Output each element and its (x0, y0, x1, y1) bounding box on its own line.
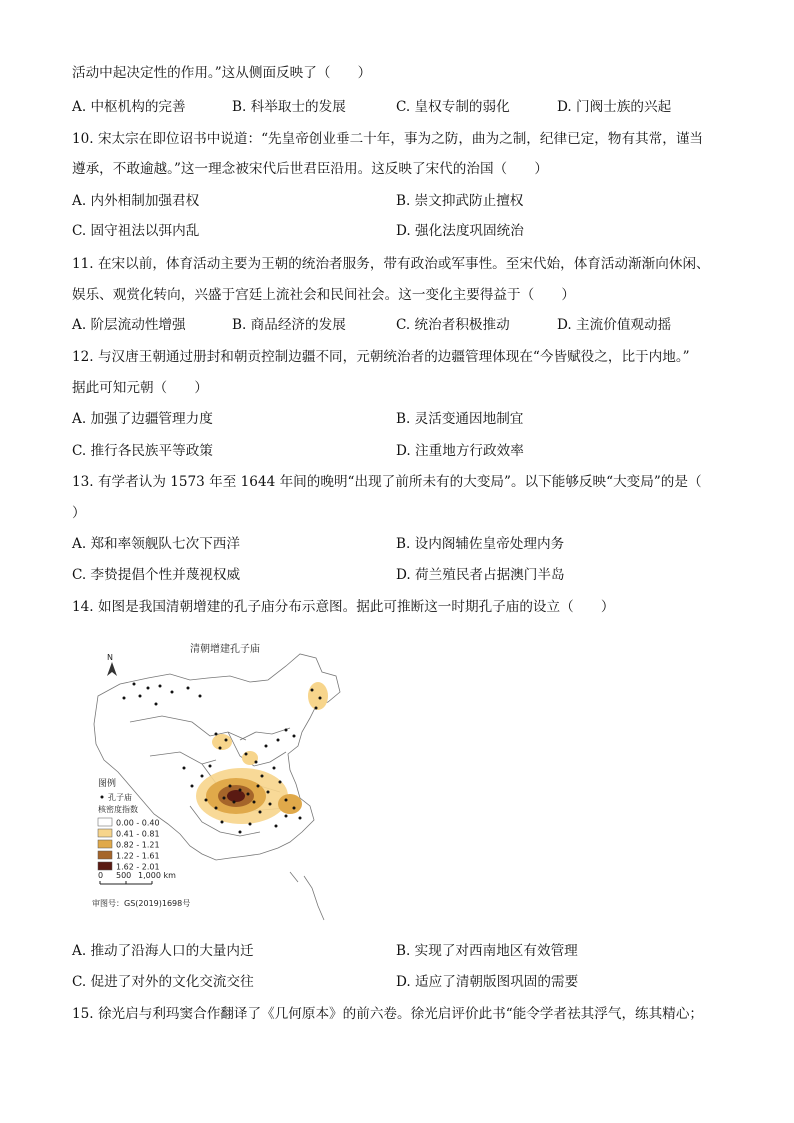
q13-option-b: B. 设内阁辅佐皇帝处理内务 (396, 536, 565, 552)
scale-label-500: 500 (116, 871, 132, 880)
q11-option-d: D. 主流价值观动摇 (557, 317, 672, 333)
q13-option-d: D. 荷兰殖民者占据澳门半岛 (396, 567, 565, 583)
q12-stem-line2: 据此可知元朝（ ） (72, 380, 208, 396)
q14-stem: 14. 如图是我国清朝增建的孔子庙分布示意图。据此可推断这一时期孔子庙的设立（ ） (72, 599, 615, 615)
scale-label-0: 0 (98, 871, 104, 880)
q13-stem-line1: 13. 有学者认为 1573 年至 1644 年间的晚明“出现了前所未有的大变局”。以下能够反映“大变局”的是（ (72, 474, 702, 490)
legend-swatch (98, 818, 112, 826)
q12-option-d: D. 注重地方行政效率 (396, 443, 524, 459)
legend-point-icon (101, 796, 104, 799)
q11-stem-line2: 娱乐、观赏化转向，兴盛于宫廷上流社会和民间社会。这一变化主要得益于（ ） (72, 287, 575, 303)
q12-option-a: A. 加强了边疆管理力度 (72, 411, 213, 427)
q14-option-c: C. 促进了对外的文化交流交往 (72, 974, 254, 990)
q10-option-c: C. 固守祖法以弭内乱 (72, 223, 200, 239)
map-approval-number: 审图号：GS(2019)1698号 (92, 899, 191, 908)
q9-option-a: A. 中枢机构的完善 (72, 99, 186, 115)
q10-stem-line1: 10. 宋太宗在即位诏书中说道：“先皇帝创业垂二十年，事为之防，曲为之制，纪律已定，物有其常，谨当 (72, 131, 704, 147)
q10-option-d: D. 强化法度巩固统治 (396, 223, 524, 239)
legend-class-label: 0.82 - 1.21 (116, 840, 160, 850)
q15-stem-line1: 15. 徐光启与利玛窦合作翻译了《几何原本》的前六卷。徐光启评价此书“能令学者祛其浮气，练其精心； (72, 1006, 704, 1022)
q12-option-c: C. 推行各民族平等政策 (72, 443, 213, 459)
q11-option-c: C. 统治者积极推动 (396, 317, 510, 333)
legend-class-label: 0.00 - 0.40 (116, 818, 160, 828)
q12-stem-line1: 12. 与汉唐王朝通过册封和朝贡控制边疆不同，元朝统治者的边疆管理体现在“今皆赋役之，比于内地。” (72, 349, 690, 365)
q13-option-a: A. 郑和率领舰队七次下西洋 (72, 536, 240, 552)
q12-option-b: B. 灵活变通因地制宜 (396, 411, 524, 427)
legend-class-label: 0.41 - 0.81 (116, 829, 160, 839)
q13-stem-line2: ） (72, 505, 86, 521)
scale-label-1000: 1,000 km (138, 871, 176, 880)
q14-option-d: D. 适应了清朝版图巩固的需要 (396, 974, 579, 990)
map-figure (90, 636, 350, 928)
confucius-temple-map (90, 636, 350, 928)
legend-class-label: 1.62 - 2.01 (116, 862, 160, 872)
q9-stem-tail: 活动中起决定性的作用。”这从侧面反映了（ ） (72, 65, 372, 81)
q10-option-a: A. 内外相制加强君权 (72, 193, 200, 209)
legend-swatch (98, 840, 112, 848)
svg-text:N: N (107, 653, 113, 662)
q14-option-a: A. 推动了沿海人口的大量内迁 (72, 943, 254, 959)
q9-option-c: C. 皇权专制的弱化 (396, 99, 510, 115)
q10-stem-line2: 遵承，不敢逾越。”这一理念被宋代后世君臣沿用。这反映了宋代的治国（ ） (72, 161, 548, 177)
q10-option-b: B. 崇文抑武防止擅权 (396, 193, 524, 209)
q14-option-b: B. 实现了对西南地区有效管理 (396, 943, 578, 959)
legend-swatch (98, 851, 112, 859)
legend-point-label: 孔子庙 (108, 793, 132, 802)
q13-option-c: C. 李贽提倡个性并蔑视权威 (72, 567, 241, 583)
legend-swatch (98, 862, 112, 870)
q11-stem-line1: 11. 在宋以前，体育活动主要为王朝的统治者服务，带有政治或军事性。至宋代始，体育活动渐渐向休闲、 (72, 256, 710, 272)
q9-option-d: D. 门阀士族的兴起 (557, 99, 672, 115)
legend-density-title: 核密度指数 (98, 805, 138, 814)
q11-option-a: A. 阶层流动性增强 (72, 317, 186, 333)
q11-option-b: B. 商品经济的发展 (232, 317, 346, 333)
legend-swatch (98, 829, 112, 837)
map-title: 清朝增建孔子庙 (190, 644, 260, 655)
q9-option-b: B. 科举取士的发展 (232, 99, 346, 115)
legend-class-label: 1.22 - 1.61 (116, 851, 160, 861)
legend-title: 图例 (98, 779, 117, 789)
